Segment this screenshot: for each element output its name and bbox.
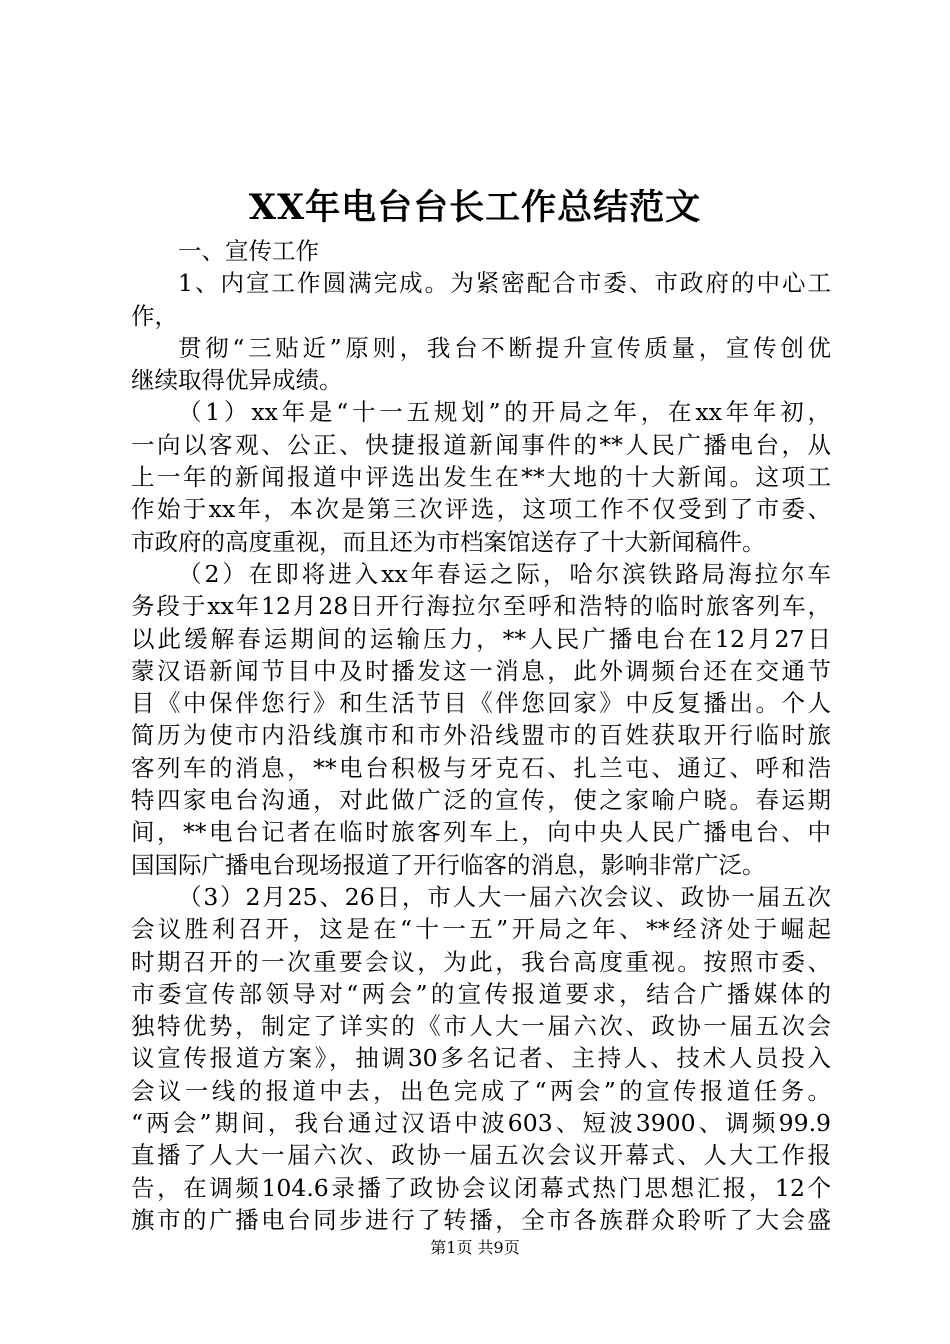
paragraph-line: 上一年的新闻报道中评选出发生在**大地的十大新闻。这项工: [131, 463, 831, 492]
paragraph-line: 一向以客观、公正、快捷报道新闻事件的**人民广播电台，从: [131, 430, 831, 459]
paragraph-line: 告，在调频104.6录播了政协会议闭幕式热门思想汇报，12个: [131, 1173, 831, 1202]
paragraph-line: 直播了人大一届六次、政协一届五次会议开幕式、人大工作报: [131, 1141, 831, 1170]
paragraph-line: 以此缓解春运期间的运输压力，**人民广播电台在12月27日: [131, 624, 831, 653]
paragraph-line: 继续取得优异成绩。: [131, 366, 343, 395]
paragraph-line: 简历为使市内沿线旗市和市外沿线盟市的百姓获取开行临时旅: [131, 721, 831, 750]
paragraph-line: （2）在即将进入xx年春运之际，哈尔滨铁路局海拉尔车: [178, 559, 831, 588]
paragraph-line: 国国际广播电台现场报道了开行临客的消息，影响非常广泛。: [131, 850, 766, 879]
paragraph-line: 会议一线的报道中去，出色完成了“两会”的宣传报道任务。: [131, 1076, 831, 1105]
paragraph-line: 特四家电台沟通，对此做广泛的宣传，使之家喻户晓。春运期: [131, 786, 831, 815]
paragraph-line: 时期召开的一次重要会议，为此，我台高度重视。按照市委、: [131, 947, 831, 976]
page-number-footer: 第1页 共9页: [430, 1238, 520, 1257]
paragraph-line: 市政府的高度重视，而且还为市档案馆送存了十大新闻稿件。: [131, 527, 766, 556]
section-heading: 一、宣传工作: [178, 237, 319, 265]
paragraph-line: 1、内宣工作圆满完成。为紧密配合市委、市政府的中心工: [178, 269, 831, 298]
document-title: XX年电台台长工作总结范文: [248, 187, 702, 228]
paragraph-line: 作始于xx年，本次是第三次评选，这项工作不仅受到了市委、: [131, 495, 831, 524]
paragraph-line: “两会”期间，我台通过汉语中波603、短波3900、调频99.9: [131, 1109, 831, 1138]
paragraph-line: 市委宣传部领导对“两会”的宣传报道要求，结合广播媒体的: [131, 979, 831, 1008]
paragraph-line: 间，**电台记者在临时旅客列车上，向中央人民广播电台、中: [131, 818, 831, 847]
paragraph-line: 客列车的消息，**电台积极与牙克石、扎兰屯、通辽、呼和浩: [131, 753, 831, 782]
document-body: [131, 235, 831, 1236]
paragraph-line: 会议胜利召开，这是在“十一五”开局之年、**经济处于崛起: [131, 915, 831, 944]
paragraph-line: 贯彻“三贴近”原则，我台不断提升宣传质量，宣传创优: [178, 333, 831, 362]
paragraph-line: 旗市的广播电台同步进行了转播，全市各族群众聆听了大会盛: [131, 1205, 831, 1234]
paragraph-line: 目《中保伴您行》和生活节目《伴您回家》中反复播出。个人: [131, 689, 831, 718]
paragraph-line: （3）2月25、26日，市人大一届六次会议、政协一届五次: [178, 882, 831, 911]
paragraph-line: 议宣传报道方案》，抽调30多名记者、主持人、技术人员投入: [131, 1044, 831, 1073]
paragraph-line: 务段于xx年12月28日开行海拉尔至呼和浩特的临时旅客列车，: [131, 592, 831, 621]
paragraph-line: 作，: [131, 301, 178, 330]
paragraph-line: （1）xx年是“十一五规划”的开局之年，在xx年年初，: [178, 398, 831, 427]
paragraph-line: 独特优势，制定了详实的《市人大一届六次、政协一届五次会: [131, 1012, 831, 1041]
paragraph-line: 蒙汉语新闻节目中及时播发这一消息，此外调频台还在交通节: [131, 656, 831, 685]
